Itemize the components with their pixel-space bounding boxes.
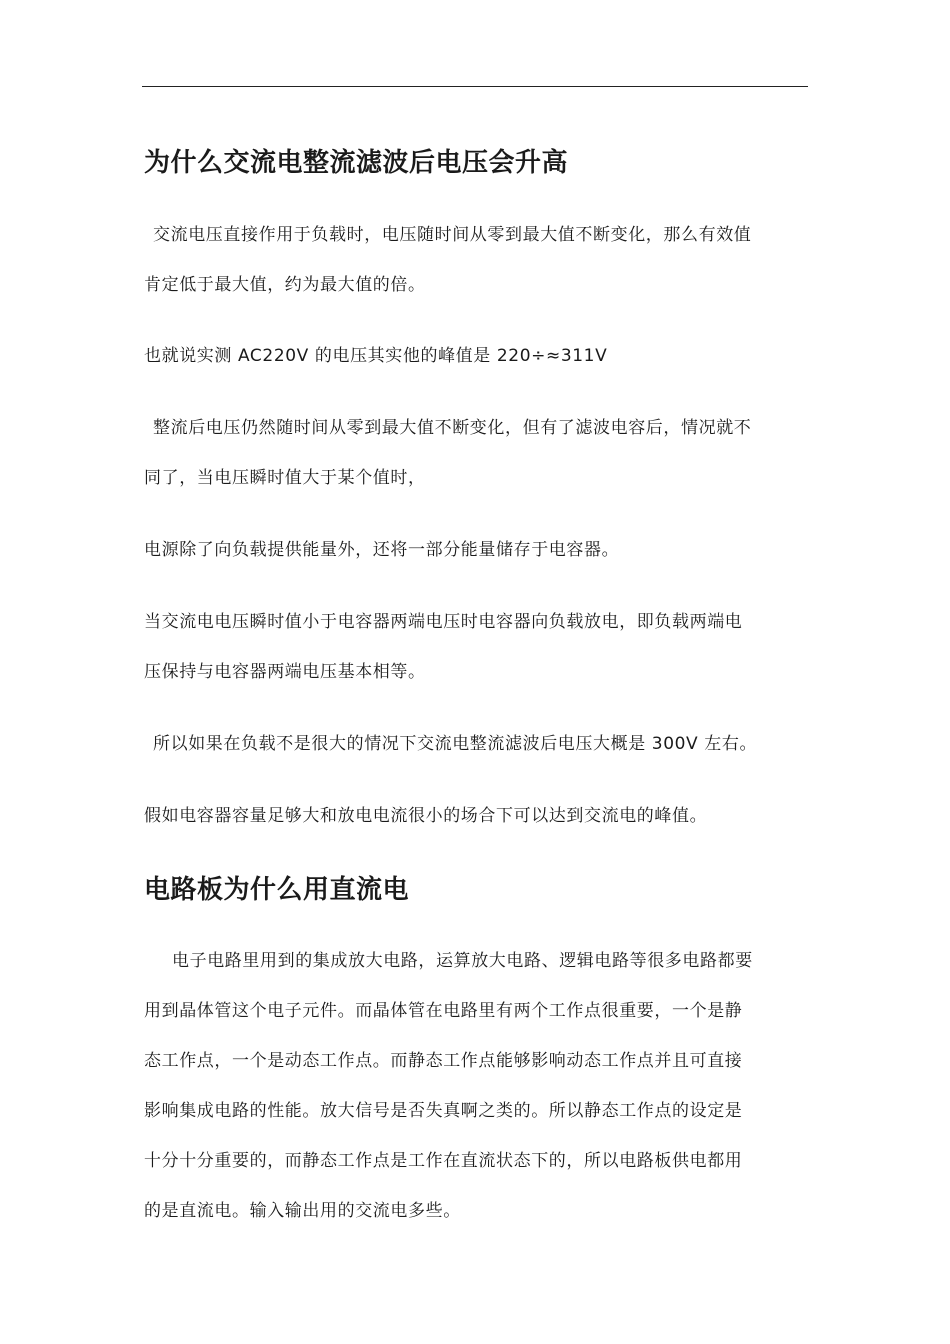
section-title-circuit-board-dc: 电路板为什么用直流电 — [144, 875, 410, 905]
body-line: 交流电压直接作用于负载时，电压随时间从零到最大值不断变化，那么有效值 — [153, 225, 752, 245]
body-line: 电子电路里用到的集成放大电路，运算放大电路、逻辑电路等很多电路都要 — [172, 951, 753, 971]
body-line: 整流后电压仍然随时间从零到最大值不断变化，但有了滤波电容后，情况就不 — [153, 418, 752, 438]
body-line: 的是直流电。输入输出用的交流电多些。 — [144, 1201, 461, 1221]
body-line: 当交流电电压瞬时值小于电容器两端电压时电容器向负载放电，即负载两端电 — [144, 612, 743, 632]
section-title-rectifier-voltage: 为什么交流电整流滤波后电压会升高 — [144, 148, 569, 178]
body-line: 十分十分重要的，而静态工作点是工作在直流状态下的，所以电路板供电都用 — [144, 1151, 743, 1171]
header-rule — [142, 86, 808, 87]
body-line: 影响集成电路的性能。放大信号是否失真啊之类的。所以静态工作点的设定是 — [144, 1101, 743, 1121]
body-line: 也就说实测 AC220V 的电压其实他的峰值是 220÷≈311V — [144, 346, 608, 366]
body-line: 肯定低于最大值，约为最大值的倍。 — [144, 275, 426, 295]
body-line: 压保持与电容器两端电压基本相等。 — [144, 662, 426, 682]
body-line: 所以如果在负载不是很大的情况下交流电整流滤波后电压大概是 300V 左右。 — [153, 734, 758, 754]
body-line: 电源除了向负载提供能量外，还将一部分能量储存于电容器。 — [144, 540, 620, 560]
body-line: 态工作点，一个是动态工作点。而静态工作点能够影响动态工作点并且可直接 — [144, 1051, 743, 1071]
body-line: 同了，当电压瞬时值大于某个值时， — [144, 468, 426, 488]
body-line: 假如电容器容量足够大和放电电流很小的场合下可以达到交流电的峰值。 — [144, 806, 708, 826]
body-line: 用到晶体管这个电子元件。而晶体管在电路里有两个工作点很重要，一个是静 — [144, 1001, 743, 1021]
